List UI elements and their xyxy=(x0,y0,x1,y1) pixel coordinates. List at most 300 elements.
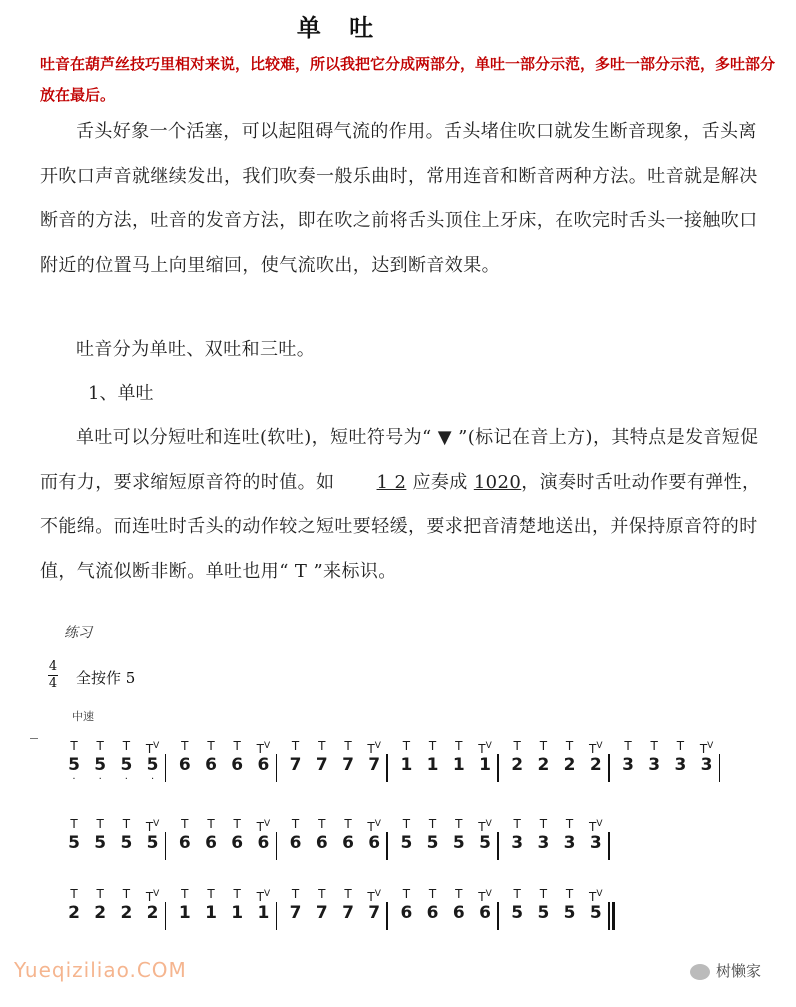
jianpu-note xyxy=(533,816,553,862)
time-signature-bottom: 4 xyxy=(48,676,58,691)
note-digit: 6 xyxy=(205,755,217,775)
barline xyxy=(165,754,167,782)
octave-dot xyxy=(449,776,469,784)
octave-dot xyxy=(618,776,638,784)
octave-dot xyxy=(253,854,273,862)
jianpu-note xyxy=(143,886,163,932)
note-digit: 3 xyxy=(563,833,576,853)
note-digit: 2 xyxy=(563,755,576,775)
jianpu-note xyxy=(227,886,247,932)
note-digit: 5 xyxy=(68,755,80,775)
jianpu-note xyxy=(475,738,495,784)
note-digit: 5 xyxy=(68,833,80,853)
tongue-mark: T xyxy=(344,887,352,901)
jianpu-note xyxy=(201,738,221,784)
octave-dot xyxy=(338,924,358,932)
tongue-mark: T xyxy=(513,887,521,901)
tongue-mark: $T^V$ xyxy=(589,889,603,904)
paragraph-single-tongue xyxy=(40,416,770,594)
jianpu-note xyxy=(90,738,110,784)
octave-dot xyxy=(396,924,416,932)
breath-mark: V xyxy=(263,819,271,829)
note-digit: 5 xyxy=(452,833,465,853)
octave-dot xyxy=(586,776,606,784)
note-digit: 7 xyxy=(342,755,354,775)
jianpu-note xyxy=(475,816,495,862)
wechat-icon xyxy=(690,964,710,980)
octave-dot xyxy=(475,924,495,932)
breath-mark: V xyxy=(374,889,381,899)
note-digit: 7 xyxy=(289,903,302,923)
note-digit: 1 xyxy=(178,903,191,923)
note-digit: 5 xyxy=(120,833,133,853)
barline xyxy=(719,754,721,782)
tongue-mark: T xyxy=(96,739,104,753)
note-digit: 7 xyxy=(368,755,381,775)
note-digit: 3 xyxy=(589,833,602,853)
octave-dot xyxy=(201,776,221,784)
jianpu-note xyxy=(90,886,110,932)
octave-dot xyxy=(507,776,527,784)
tongue-mark: T xyxy=(402,887,411,901)
tongue-mark: T xyxy=(233,887,241,901)
note-digit: 6 xyxy=(368,833,381,853)
note-digit: 7 xyxy=(315,755,328,775)
octave-dot xyxy=(396,776,416,784)
note-digit: 6 xyxy=(400,903,413,923)
octave-dot xyxy=(507,854,527,862)
octave-dot xyxy=(175,924,195,932)
jianpu-note xyxy=(253,816,273,862)
octave-dot xyxy=(560,776,580,784)
p3-text-2: 应奏成 xyxy=(406,471,474,493)
note-digit: 1 xyxy=(231,903,244,923)
breath-mark: V xyxy=(596,889,603,899)
tongue-mark: $T^V$ xyxy=(589,741,603,756)
jianpu-note xyxy=(312,738,332,784)
fingering-mode: 全按作 5 xyxy=(76,669,136,687)
jianpu-note xyxy=(253,886,273,932)
jianpu-note xyxy=(364,886,384,932)
octave-dot xyxy=(64,854,84,862)
tongue-mark: T xyxy=(344,817,352,831)
note-digit: 3 xyxy=(537,833,550,853)
note-digit: 6 xyxy=(257,755,270,775)
watermark-brand xyxy=(690,960,761,981)
note-digit: 6 xyxy=(231,755,244,775)
barline xyxy=(497,832,499,860)
jianpu-note xyxy=(64,738,84,784)
example-notes-a xyxy=(341,461,407,506)
tongue-mark: T xyxy=(233,739,241,753)
note-digit: 5 xyxy=(589,903,602,923)
octave-dot xyxy=(396,854,416,862)
jianpu-note xyxy=(618,738,638,784)
octave-dot xyxy=(286,776,306,784)
example-notes-a-text: 1 2 xyxy=(376,471,407,493)
tongue-mark: T xyxy=(70,739,78,753)
breath-mark: V xyxy=(596,819,603,829)
octave-dot xyxy=(364,924,384,932)
breath-mark: V xyxy=(153,889,160,899)
note-digit: 1 xyxy=(452,755,465,775)
note-digit: 1 xyxy=(426,755,439,775)
section-heading-single-tongue: 1、单吐 xyxy=(88,383,154,404)
tongue-mark: T xyxy=(565,887,574,901)
tongue-mark: T xyxy=(539,817,548,831)
note-digit: 1 xyxy=(479,755,491,775)
note-digit: 5 xyxy=(146,755,159,775)
jianpu-note xyxy=(396,816,416,862)
octave-dot xyxy=(116,854,136,862)
barline xyxy=(386,832,388,860)
note-digit: 5 xyxy=(511,903,524,923)
tongue-mark: T xyxy=(455,887,463,901)
octave-dot xyxy=(227,924,247,932)
tongue-mark: T xyxy=(233,817,241,831)
octave-dot xyxy=(697,776,717,784)
note-digit: 3 xyxy=(511,833,524,853)
tongue-mark: T xyxy=(318,887,326,901)
jianpu-note xyxy=(312,886,332,932)
octave-dot xyxy=(64,924,84,932)
jianpu-note xyxy=(175,816,195,862)
jianpu-note xyxy=(143,816,163,862)
tongue-mark: T xyxy=(207,817,215,831)
note-digit: 5 xyxy=(120,755,133,775)
jianpu-note xyxy=(449,816,469,862)
jianpu-note xyxy=(116,816,136,862)
jianpu-note xyxy=(396,886,416,932)
tongue-mark: $T^V$ xyxy=(589,819,603,834)
breath-mark: V xyxy=(263,741,271,751)
note-digit: 6 xyxy=(231,833,244,853)
tongue-mark: T xyxy=(207,739,215,753)
note-digit: 6 xyxy=(479,903,491,923)
jianpu-note xyxy=(475,886,495,932)
tongue-mark: T xyxy=(402,739,411,753)
jianpu-note xyxy=(560,886,580,932)
barline xyxy=(386,902,388,930)
octave-dot xyxy=(90,854,110,862)
octave-dot xyxy=(449,924,469,932)
note-digit: 7 xyxy=(368,903,381,923)
note-digit: 2 xyxy=(120,903,133,923)
note-digit: 2 xyxy=(511,755,524,775)
score-label: 练习 xyxy=(64,625,92,641)
jianpu-note xyxy=(227,816,247,862)
note-digit: 2 xyxy=(94,903,107,923)
page-title: 单 吐 xyxy=(296,14,384,42)
watermark-brand-text: 树懒家 xyxy=(716,962,762,980)
octave-dot xyxy=(533,924,553,932)
jianpu-note xyxy=(364,738,384,784)
tongue-mark: T xyxy=(455,817,463,831)
octave-dot xyxy=(201,854,221,862)
barline xyxy=(608,754,610,782)
breath-mark: V xyxy=(374,741,381,751)
note-digit: 6 xyxy=(342,833,354,853)
note-digit: 7 xyxy=(315,903,328,923)
final-barline-thick xyxy=(612,902,615,930)
jianpu-note xyxy=(586,738,606,784)
breath-mark: V xyxy=(485,889,492,899)
tongue-mark: T xyxy=(291,817,300,831)
jianpu-note xyxy=(507,738,527,784)
p3-text-3: ，演奏时舌吐动作要有弹性，不能绵。而连吐时舌头的动作较之短吐要轻缓，要求把音清楚地送出，并保持原音符的时值，气流似断非断。单吐也用“ T ”来标识。 xyxy=(40,471,761,582)
tongue-mark: T xyxy=(624,739,632,753)
paragraph-tongue-types: 吐音分为单吐、双吐和三吐。 xyxy=(76,339,316,360)
tongue-mark: $T^V$ xyxy=(256,819,271,834)
note-digit: 2 xyxy=(589,755,602,775)
tongue-mark: T xyxy=(70,817,78,831)
barline xyxy=(608,832,610,860)
breath-mark: V xyxy=(596,741,603,751)
jianpu-note xyxy=(64,886,84,932)
tongue-mark: $T^V$ xyxy=(145,741,160,756)
octave-dot xyxy=(364,854,384,862)
barline xyxy=(497,754,499,782)
jianpu-note xyxy=(533,886,553,932)
octave-dot: · xyxy=(124,774,128,785)
jianpu-note xyxy=(338,886,358,932)
jianpu-note xyxy=(116,886,136,932)
tongue-mark: $T^V$ xyxy=(145,819,160,834)
jianpu-note xyxy=(338,816,358,862)
jianpu-note xyxy=(423,886,443,932)
tongue-mark: T xyxy=(513,739,521,753)
note-digit: 1 xyxy=(257,903,270,923)
octave-dot xyxy=(312,854,332,862)
jianpu-note xyxy=(586,886,606,932)
tongue-mark: $T^V$ xyxy=(699,741,714,756)
octave-dot xyxy=(533,854,553,862)
octave-dot xyxy=(175,854,195,862)
octave-dot xyxy=(227,776,247,784)
octave-dot xyxy=(312,924,332,932)
tongue-mark: T xyxy=(676,739,685,753)
tongue-mark: $T^V$ xyxy=(256,889,271,904)
margin-mark xyxy=(30,738,38,739)
octave-dot xyxy=(560,924,580,932)
tongue-mark: T xyxy=(428,887,437,901)
jianpu-note xyxy=(533,738,553,784)
tongue-mark: T xyxy=(122,739,131,753)
jianpu-note xyxy=(90,816,110,862)
breath-mark: V xyxy=(707,741,714,751)
jianpu-note xyxy=(338,738,358,784)
octave-dot xyxy=(286,924,306,932)
final-barline xyxy=(608,902,610,930)
octave-dot xyxy=(338,854,358,862)
octave-dot xyxy=(586,854,606,862)
note-digit: 5 xyxy=(400,833,413,853)
note-digit: 6 xyxy=(315,833,328,853)
tongue-mark: T xyxy=(122,887,131,901)
jianpu-note xyxy=(507,816,527,862)
tongue-mark: T xyxy=(96,817,104,831)
note-digit: 2 xyxy=(68,903,80,923)
jianpu-note xyxy=(143,738,163,784)
tongue-mark: $T^V$ xyxy=(145,889,160,904)
octave-dot xyxy=(175,776,195,784)
octave-dot xyxy=(116,924,136,932)
breath-mark: V xyxy=(374,819,381,829)
jianpu-note xyxy=(697,738,717,784)
octave-dot xyxy=(586,924,606,932)
octave-dot xyxy=(227,854,247,862)
jianpu-note xyxy=(286,738,306,784)
barline xyxy=(386,754,388,782)
tongue-mark: $T^V$ xyxy=(256,741,271,756)
tongue-mark: T xyxy=(428,817,437,831)
watermark-site: Yueqiziliao.COM xyxy=(14,958,187,982)
tongue-mark: T xyxy=(96,887,104,901)
jianpu-note xyxy=(253,738,273,784)
octave-dot xyxy=(475,776,495,784)
octave-dot xyxy=(423,776,443,784)
tongue-mark: $T^V$ xyxy=(478,819,492,834)
octave-dot: · xyxy=(72,774,76,785)
jianpu-note xyxy=(644,738,664,784)
octave-dot xyxy=(533,776,553,784)
jianpu-note xyxy=(449,738,469,784)
time-signature-top: 4 xyxy=(48,659,58,674)
note-digit: 5 xyxy=(94,755,107,775)
note-digit: 5 xyxy=(146,833,159,853)
barline xyxy=(276,902,278,930)
tongue-mark: T xyxy=(455,739,463,753)
jianpu-note xyxy=(449,886,469,932)
note-digit: 6 xyxy=(289,833,302,853)
jianpu-note xyxy=(670,738,690,784)
note-digit: 2 xyxy=(146,903,159,923)
note-digit: 1 xyxy=(400,755,413,775)
octave-dot xyxy=(286,854,306,862)
jianpu-note xyxy=(175,738,195,784)
barline xyxy=(165,832,167,860)
tongue-mark: T xyxy=(539,887,548,901)
tongue-mark: T xyxy=(207,887,215,901)
example-notes-b: 1020 xyxy=(473,471,522,493)
barline xyxy=(497,902,499,930)
tongue-mark: T xyxy=(539,739,548,753)
jianpu-note xyxy=(423,816,443,862)
tongue-mark: T xyxy=(513,817,521,831)
breath-mark: V xyxy=(153,819,160,829)
jianpu-note xyxy=(227,738,247,784)
score-row-1 xyxy=(64,738,714,798)
tongue-mark: $T^V$ xyxy=(478,889,492,904)
breath-mark: V xyxy=(153,741,160,751)
breath-mark: V xyxy=(263,889,271,899)
note-digit: 6 xyxy=(426,903,439,923)
octave-dot xyxy=(423,924,443,932)
breath-mark: V xyxy=(485,819,492,829)
intro-note: 吐音在葫芦丝技巧里相对来说，比较难，所以我把它分成两部分，单吐一部分示范，多吐一部分示范，多吐部分放在最后。 xyxy=(40,55,776,104)
barline xyxy=(276,754,278,782)
tongue-mark: T xyxy=(122,817,131,831)
jianpu-note xyxy=(286,886,306,932)
tempo-marking: 中速 xyxy=(72,710,94,723)
octave-dot xyxy=(143,854,163,862)
tongue-mark: T xyxy=(291,887,300,901)
jianpu-note xyxy=(364,816,384,862)
octave-dot xyxy=(312,776,332,784)
jianpu-note xyxy=(586,816,606,862)
time-signature xyxy=(48,660,58,691)
note-digit: 2 xyxy=(537,755,550,775)
note-digit: 6 xyxy=(178,833,191,853)
note-digit: 5 xyxy=(563,903,576,923)
jianpu-note xyxy=(560,816,580,862)
octave-dot xyxy=(449,854,469,862)
octave-dot xyxy=(201,924,221,932)
jianpu-note xyxy=(116,738,136,784)
note-digit: 6 xyxy=(452,903,465,923)
tongue-mark: T xyxy=(565,817,574,831)
octave-dot xyxy=(670,776,690,784)
jianpu-note xyxy=(560,738,580,784)
barline xyxy=(165,902,167,930)
breath-mark: V xyxy=(485,741,492,751)
octave-dot xyxy=(560,854,580,862)
octave-dot xyxy=(364,776,384,784)
tongue-mark: T xyxy=(565,739,574,753)
tongue-mark: T xyxy=(291,739,300,753)
note-digit: 5 xyxy=(479,833,491,853)
note-digit: 5 xyxy=(537,903,550,923)
note-digit: 5 xyxy=(426,833,439,853)
note-digit: 5 xyxy=(94,833,107,853)
octave-dot xyxy=(338,776,358,784)
note-digit: 3 xyxy=(700,755,713,775)
note-digit: 3 xyxy=(648,755,661,775)
jianpu-note xyxy=(64,816,84,862)
jianpu-note xyxy=(201,886,221,932)
tongue-mark: T xyxy=(344,739,352,753)
note-digit: 6 xyxy=(178,755,191,775)
tongue-mark: $T^V$ xyxy=(367,819,381,834)
jianpu-note xyxy=(312,816,332,862)
jianpu-note xyxy=(175,886,195,932)
tongue-mark: T xyxy=(181,817,189,831)
tongue-mark: T xyxy=(428,739,437,753)
tongue-mark: T xyxy=(181,739,189,753)
note-digit: 3 xyxy=(674,755,687,775)
octave-dot xyxy=(253,776,273,784)
octave-dot xyxy=(253,924,273,932)
tongue-mark: T xyxy=(181,887,189,901)
octave-dot xyxy=(143,924,163,932)
octave-dot xyxy=(507,924,527,932)
jianpu-note xyxy=(201,816,221,862)
tongue-mark: T xyxy=(318,817,326,831)
tongue-mark: $T^V$ xyxy=(367,741,381,756)
tongue-mark: T xyxy=(70,887,78,901)
note-digit: 7 xyxy=(289,755,302,775)
score-row-3 xyxy=(64,886,714,946)
octave-dot xyxy=(475,854,495,862)
tongue-mark: T xyxy=(650,739,658,753)
p3-text-1: 单吐可以分短吐和连吐(软吐)，短吐符号为“ ▼ ”(标记在音上方)，其特点是发音短促而有力，要求缩短原音符的时值。如 xyxy=(40,427,759,493)
tongue-mark: T xyxy=(402,817,411,831)
note-digit: 7 xyxy=(342,903,354,923)
score-row-2 xyxy=(64,816,714,876)
note-digit: 1 xyxy=(205,903,217,923)
octave-dot xyxy=(644,776,664,784)
paragraph-tongue-piston: 舌头好象一个活塞，可以起阻碍气流的作用。舌头堵住吹口就发生断音现象，舌头离开吹口声音就继续发出，我们吹奏一般乐曲时，常用连音和断音两种方法。吐音就是解决断音的方法，吐音的发音方法，即在吹之前将舌头顶住上牙床，在吹完时舌头一接触吹口附近的位置马上向里缩回，使气流吹出，达到断音效果。 xyxy=(40,121,758,276)
